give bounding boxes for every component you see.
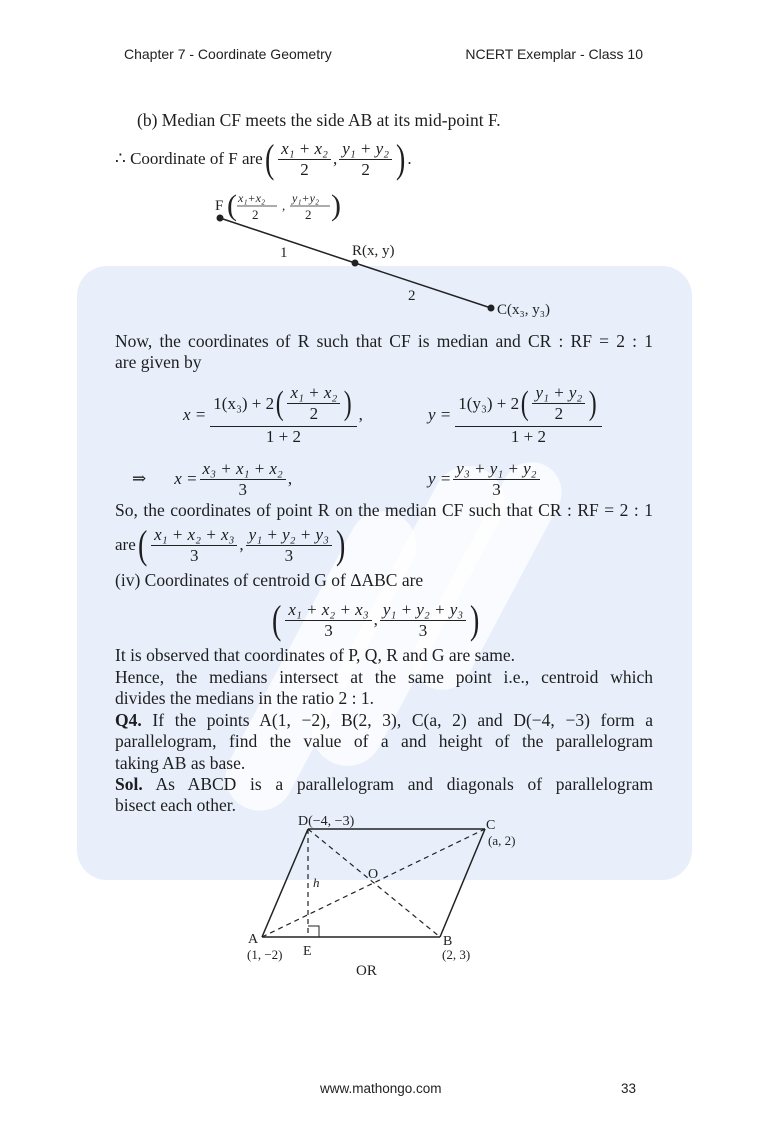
q4-line-3: taking AB as base. xyxy=(115,753,246,773)
svg-text:D(−4, −3): D(−4, −3) xyxy=(298,814,355,829)
now-line-1: Now, the coordinates of R such that CF is median and CR : RF = 2 : 1 xyxy=(115,331,653,351)
therefore-text: ∴ Coordinate of F are xyxy=(115,149,263,168)
sol-line-2: bisect each other. xyxy=(115,795,236,815)
g-coordinate-line: ( $\frac{\text{x₁ + x₂ + x₃}}{3}$ , $\frac{\text{y₁ + y₂ + y₃}}{3}$ ) xyxy=(271,597,480,642)
sol-line-1: Sol. As ABCD is a parallelogram and diagonals of parallelogram xyxy=(115,774,653,794)
q4-line-2: parallelogram, find the value of a and height of the parallelogram xyxy=(115,731,653,751)
svg-text:E: E xyxy=(303,944,312,959)
svg-text:(2, 3): (2, 3) xyxy=(442,947,471,962)
f-coordinate-line: ∴ Coordinate of F are ( $\frac{\text{x₁ + x₂}}{2}$ , $\frac{\text{y₁ + y₂}}{2}$ ) . xyxy=(115,136,412,181)
point-f xyxy=(217,215,224,222)
hence-line-2: divides the medians in the ratio 2 : 1. xyxy=(115,688,375,708)
equation-y: y = 1(y₃) + 2 ( $\frac{\text{y₁ + y₂}}{2}$ ) 1 + 2 xyxy=(428,380,604,450)
parallelogram-diagram xyxy=(230,805,550,985)
part-b-text: (b) Median CF meets the side AB at its mid-point F. xyxy=(137,110,501,130)
chapter-title: Chapter 7 - Coordinate Geometry xyxy=(124,46,332,62)
so-line: So, the coordinates of point R on the median CF such that CR : RF = 2 : 1 xyxy=(115,500,653,520)
svg-text:y₁+y₂: y₁+y₂ xyxy=(292,191,320,205)
svg-text:(a, 2): (a, 2) xyxy=(488,833,516,848)
book-title: NCERT Exemplar - Class 10 xyxy=(465,46,643,62)
svg-text:O: O xyxy=(368,867,379,882)
left-paren: ( xyxy=(264,136,275,181)
svg-text:,: , xyxy=(282,198,286,213)
r-coordinate-line: are ( $\frac{\text{x₁ + x₂ + x₃}}{3}$ , $\frac{\text{y₁ + y₂ + y₃}}{3}$ ) xyxy=(115,522,346,567)
equation-x-simplified: ⇒ x = $\frac{\text{x₃ + x₁ + x₂}}{3}$ , xyxy=(132,458,293,499)
point-c xyxy=(488,305,495,312)
page-number: 33 xyxy=(621,1081,637,1096)
svg-text:2: 2 xyxy=(252,207,259,222)
fraction: $\frac{\text{x₁ + x₂}}{2}$ xyxy=(278,139,331,180)
svg-text:OR: OR xyxy=(356,963,377,979)
equation-y-simplified: y = $\frac{\text{y₃ + y₁ + y₂}}{3}$ xyxy=(428,457,542,501)
svg-text:C: C xyxy=(486,818,496,833)
part-iv-text: (iv) Coordinates of centroid G of ΔABC are xyxy=(115,570,424,590)
equation-x: x = 1(x₃) + 2 ( $\frac{\text{x₁ + x₂}}{2}$ ) 1 + 2 , xyxy=(183,383,363,446)
svg-text:(1, −2): (1, −2) xyxy=(247,947,283,962)
median-diagram xyxy=(200,185,580,325)
q4-line-1: Q4. If the points A(1, −2), B(2, 3), C(a, 2) and D(−4, −3) form a xyxy=(115,710,654,730)
svg-text:2: 2 xyxy=(408,288,416,304)
svg-text:B: B xyxy=(443,934,453,949)
svg-text:): ) xyxy=(331,189,341,222)
now-line-2: are given by xyxy=(115,352,202,372)
fraction: $\frac{\text{y₁ + y₂}}{2}$ xyxy=(339,139,392,180)
footer-website: www.mathongo.com xyxy=(320,1081,442,1096)
svg-text:C(x₃, y₃): C(x₃, y₃) xyxy=(497,302,550,318)
svg-text:F: F xyxy=(215,198,224,214)
observed-text: It is observed that coordinates of P, Q, R and G are same. xyxy=(115,645,515,665)
point-r xyxy=(352,260,359,267)
svg-text:1: 1 xyxy=(280,245,288,261)
svg-text:A: A xyxy=(248,932,259,947)
svg-text:h: h xyxy=(313,875,320,890)
right-paren: ) xyxy=(396,136,406,181)
svg-text:x₁+x₂: x₁+x₂ xyxy=(238,191,266,205)
svg-text:2: 2 xyxy=(305,207,312,222)
svg-text:R(x, y): R(x, y) xyxy=(352,243,395,259)
svg-text:(: ( xyxy=(227,189,237,222)
hence-line-1: Hence, the medians intersect at the same point i.e., centroid which xyxy=(115,667,653,687)
